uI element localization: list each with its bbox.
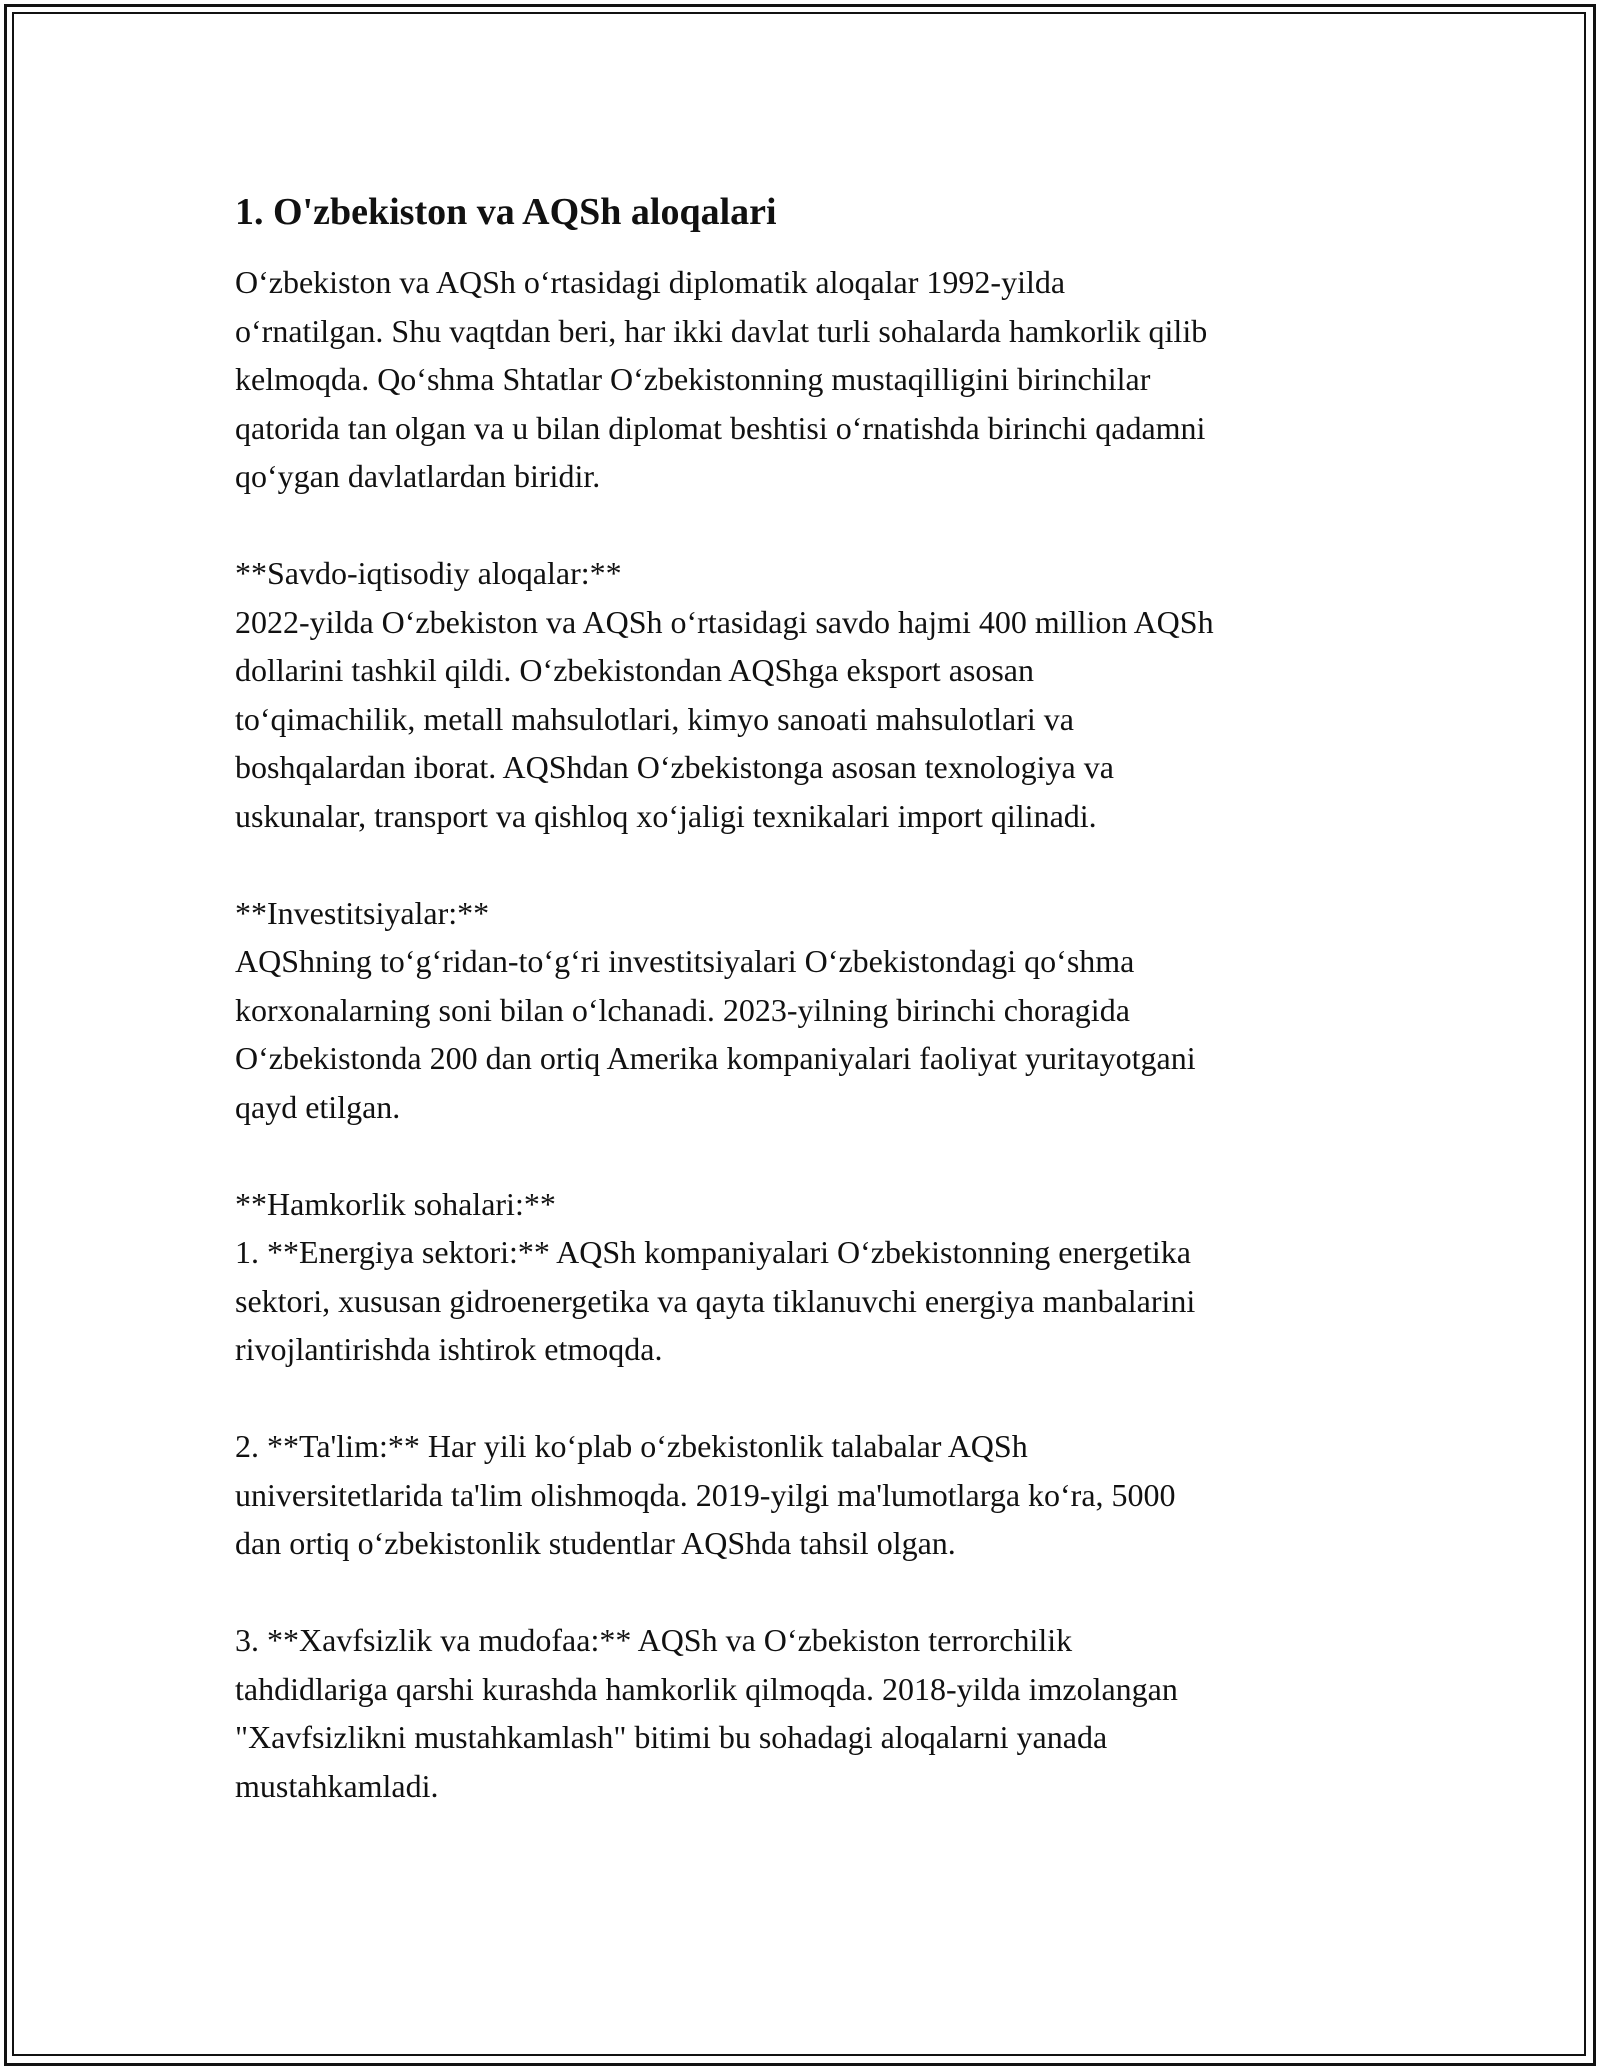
spacer [235, 1568, 1395, 1617]
section-title: 1. O'zbekiston va AQSh aloqalari [235, 191, 777, 233]
spacer [235, 840, 1395, 889]
investment-paragraph: AQShning to‘g‘ridan-to‘g‘ri investitsiyalari O‘zbekistondagi qo‘shma korxonalarning soni bilan o‘lchanadi. 2023-yilning birinchi choragida O‘zbekistonda 200 dan ortiq Amerika kompaniyalari faoliyat yuritayotgani qayd etilgan. [235, 943, 1196, 1125]
document-page [235, 186, 1395, 1810]
cooperation-item-education: 2. **Ta'lim:** Har yili ko‘plab o‘zbekistonlik talabalar AQSh universitetlarida ta'lim olishmoqda. 2019-yilgi ma'lumotlarga ko‘ra, 5000 dan ortiq o‘zbekistonlik studentlar AQShda tahsil olgan. [235, 1428, 1176, 1561]
cooperation-item-security: 3. **Xavfsizlik va mudofaa:** AQSh va O‘zbekiston terrorchilik tahdidlariga qarshi kurashda hamkorlik qilmoqda. 2018-yilda imzolangan "Xavfsizlikni mustahkamlash" bitimi bu sohadagi aloqalarni yanada mustahkamladi. [235, 1622, 1178, 1804]
cooperation-heading: **Hamkorlik sohalari:** [235, 1185, 556, 1222]
intro-paragraph: O‘zbekiston va AQSh o‘rtasidagi diplomatik aloqalar 1992-yilda o‘rnatilgan. Shu vaqtdan beri, har ikki davlat turli sohalarda hamkorlik qilib kelmoqda. Qo‘shma Shtatlar O‘zbekistonning mustaqilligini birinchilar qatorida tan olgan va u bilan diplomat beshtisi o‘rnatishda birinchi qadamni qo‘ygan davlatlardan biridir. [235, 264, 1208, 494]
spacer [235, 1131, 1395, 1180]
investment-heading: **Investitsiyalar:** [235, 894, 490, 931]
trade-paragraph: 2022-yilda O‘zbekiston va AQSh o‘rtasidagi savdo hajmi 400 million AQSh dollarini tashkil qildi. O‘zbekistondan AQShga eksport asosan to‘qimachilik, metall mahsulotlari, kimyo sanoati mahsulotlari va boshqalardan iborat. AQShdan O‘zbekistonga asosan texnologiya va uskunalar, transport va qishloq xo‘jaligi texnikalari import qilinadi. [235, 603, 1214, 834]
spacer [235, 1374, 1395, 1423]
cooperation-item-energy: 1. **Energiya sektori:** AQSh kompaniyalari O‘zbekistonning energetika sektori, xususan gidroenergetika va qayta tiklanuvchi energiya manbalarini rivojlantirishda ishtirok etmoqda. [235, 1234, 1196, 1367]
trade-heading: **Savdo-iqtisodiy aloqalar:** [235, 555, 622, 591]
spacer [235, 501, 1395, 550]
